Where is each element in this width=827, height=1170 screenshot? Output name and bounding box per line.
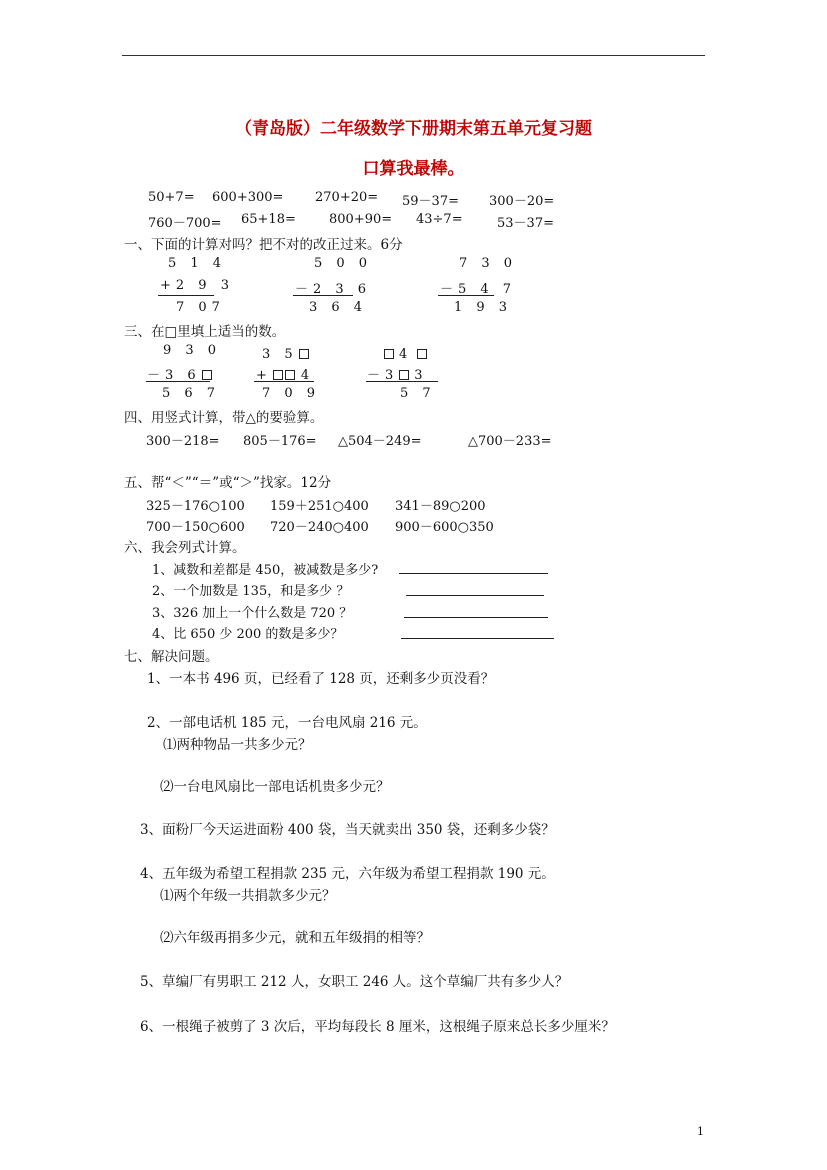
question-item: 4、比 650 少 200 的数是多少？ (152, 627, 344, 642)
calc-item: △700－233= (468, 434, 552, 449)
vertical-mid: + 4 (256, 368, 315, 383)
compare-item: 341－89○200 (395, 499, 486, 514)
section-heading: 三、在□里填上适当的数。 (124, 324, 286, 340)
vertical-result: 1 9 3 (454, 300, 513, 315)
section-heading: 六、我会列式计算。 (124, 540, 246, 556)
vertical-top: 4 (383, 343, 428, 362)
vertical-line (366, 381, 438, 382)
compare-item: 159＋251○400 (270, 499, 369, 514)
calc-item: 805－176= (243, 434, 317, 449)
vertical-line (158, 295, 214, 296)
answer-line[interactable] (406, 595, 544, 596)
vertical-line (438, 295, 494, 296)
blank-box[interactable] (273, 370, 283, 380)
oral-item: 600+300= (212, 190, 284, 205)
calc-item: △504－249= (338, 434, 422, 449)
vertical-line (254, 381, 314, 382)
blank-box[interactable] (285, 370, 295, 380)
word-problem: 3、面粉厂今天运进面粉 400 袋，当天就卖出 350 袋，还剩多少袋？ (140, 822, 555, 838)
blank-box[interactable] (202, 370, 212, 380)
vertical-result: 3 6 4 (309, 300, 368, 315)
word-problem: 2、一部电话机 185 元，一台电风扇 216 元。 (147, 715, 427, 731)
vertical-mid: －5 4 7 (440, 282, 517, 297)
compare-item: 720－240○400 (270, 520, 369, 535)
word-problem-part: ⑴两个年级一共捐款多少元？ (160, 888, 336, 904)
word-problem: 4、五年级为希望工程捐款 235 元，六年级为希望工程捐款 190 元。 (140, 866, 555, 882)
answer-line[interactable] (401, 638, 554, 639)
oral-item: 300－20= (489, 194, 555, 209)
vertical-top: 5 0 0 (314, 256, 373, 271)
vertical-mid: －3 3 (367, 368, 428, 383)
word-problem-part: ⑵一台电风扇比一部电话机贵多少元？ (160, 779, 390, 795)
vertical-result: 7 0 9 (262, 386, 321, 401)
blank-box[interactable] (299, 349, 309, 359)
section-subtitle: 口算我最棒。 (362, 159, 465, 179)
oral-item: 270+20= (315, 190, 379, 205)
vertical-mid: －3 6 (147, 364, 213, 383)
vertical-top: 7 3 0 (459, 256, 518, 271)
compare-item: 325－176○100 (146, 499, 245, 514)
oral-item: 800+90= (329, 212, 393, 227)
question-item: 1、减数和差都是 450，被减数是多少? (152, 563, 379, 578)
document-title: （青岛版）二年级数学下册期末第五单元复习题 (235, 119, 592, 139)
section-heading: 七、解决问题。 (124, 649, 219, 665)
header-rule (122, 55, 705, 56)
vertical-line (293, 295, 353, 296)
word-problem-part: ⑵六年级再捐多少元，就和五年级捐的相等？ (160, 930, 430, 946)
oral-item: 43÷7= (416, 212, 463, 227)
answer-line[interactable] (399, 573, 548, 574)
oral-item: 59－37= (402, 194, 459, 209)
compare-item: 900－600○350 (395, 520, 494, 535)
oral-item: 760－700= (148, 216, 222, 231)
oral-item: 65+18= (241, 212, 296, 227)
section-heading: 五、帮“＜”“＝”或“＞”找家。12分 (124, 475, 332, 491)
word-problem: 6、一根绳子被剪了 3 次后，平均每段长 8 厘米，这根绳子原来总长多少厘米？ (140, 1019, 615, 1035)
vertical-result: 7 07 (176, 300, 225, 315)
vertical-top: 5 1 4 (168, 256, 227, 271)
blank-box[interactable] (399, 370, 409, 380)
word-problem-part: ⑴两种物品一共多少元？ (163, 737, 312, 753)
vertical-result: 5 7 (400, 386, 436, 401)
section-heading: 一、下面的计算对吗？把不对的改正过来。6分 (124, 237, 403, 253)
page-number: 1 (697, 1125, 704, 1138)
vertical-top: 3 5 (262, 343, 310, 362)
vertical-mid: +2 9 3 (160, 278, 234, 293)
question-item: 2、一个加数是 135，和是多少 ？ (152, 584, 350, 599)
vertical-top: 9 3 0 (163, 343, 222, 358)
oral-item: 50+7= (148, 190, 195, 205)
question-item: 3、326 加上一个什么数是 720 ？ (152, 606, 353, 621)
calc-item: 300－218= (146, 434, 220, 449)
section-heading: 四、用竖式计算，带△的要验算。 (124, 410, 324, 426)
oral-item: 53－37= (497, 216, 554, 231)
answer-line[interactable] (404, 617, 548, 618)
compare-item: 700－150○600 (146, 520, 245, 535)
word-problem: 5、草编厂有男职工 212 人，女职工 246 人。这个草编厂共有多少人？ (140, 974, 569, 990)
vertical-mid: －2 3 6 (295, 282, 372, 297)
blank-box[interactable] (384, 349, 394, 359)
blank-box[interactable] (417, 349, 427, 359)
word-problem: 1、一本书 496 页，已经看了 128 页，还剩多少页没看？ (147, 671, 495, 687)
vertical-line (146, 381, 210, 382)
vertical-result: 5 6 7 (162, 386, 221, 401)
